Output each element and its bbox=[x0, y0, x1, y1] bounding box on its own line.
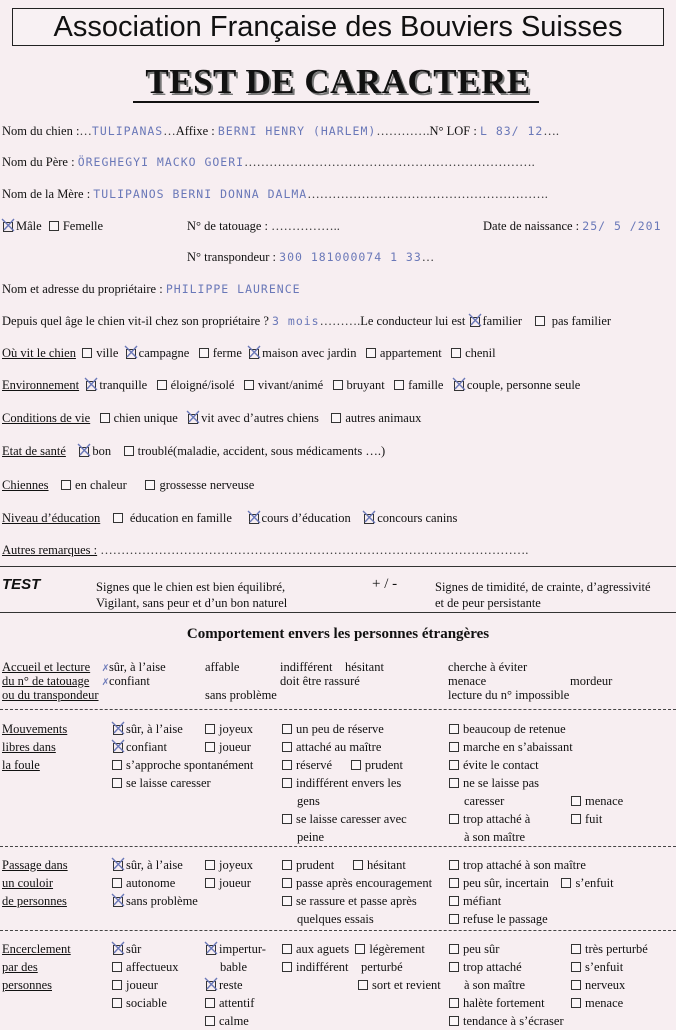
divider-bottom bbox=[0, 612, 676, 613]
pas-mefiant-checkbox[interactable] bbox=[449, 896, 459, 906]
enc-sort-checkbox[interactable] bbox=[358, 980, 368, 990]
mvt-reserve: réservé bbox=[296, 758, 333, 772]
accueil-col3 bbox=[280, 660, 384, 688]
accueil-mark-2[interactable]: ✗ bbox=[102, 674, 109, 688]
pas-sur: sûr, à l’aise bbox=[126, 858, 183, 872]
enc-imperturbable: impertur- bbox=[219, 942, 266, 956]
enc-peu-sur: peu sûr bbox=[463, 942, 500, 956]
male-checkbox-checked[interactable] bbox=[2, 220, 14, 232]
page-title: TEST DE CARACTERE bbox=[145, 62, 531, 101]
maison-label: maison avec jardin bbox=[262, 346, 357, 360]
accueil-hesitant: hésitant bbox=[345, 660, 384, 674]
enc-indifferent: indifférent bbox=[296, 960, 349, 974]
divider-accueil bbox=[0, 709, 676, 710]
mvt-evite: évite le contact bbox=[463, 758, 539, 772]
proprietaire-row bbox=[2, 282, 301, 297]
enc-attentif: attentif bbox=[219, 996, 255, 1010]
chenil-checkbox[interactable] bbox=[451, 348, 461, 358]
remarques-field[interactable]: …………………………………………………………………………………………. bbox=[100, 543, 529, 557]
title-underline bbox=[133, 101, 539, 103]
appartement-checkbox[interactable] bbox=[366, 348, 376, 358]
encerclement-col2 bbox=[205, 940, 266, 1030]
sante-label: Etat de santé bbox=[2, 444, 66, 458]
enc-affectueux: affectueux bbox=[126, 960, 179, 974]
couple-label: couple, personne seule bbox=[466, 378, 581, 392]
pas-prudent-checkbox[interactable] bbox=[282, 860, 292, 870]
mvt-menace-checkbox[interactable] bbox=[571, 796, 581, 806]
enc-trop-attache-2: à son maître bbox=[464, 978, 526, 992]
nom-chien-label: Nom du chien : bbox=[2, 124, 80, 138]
proprietaire-label: Nom et adresse du propriétaire : bbox=[2, 282, 163, 296]
enc-label-2: par des bbox=[2, 960, 38, 974]
mvt-attache-checkbox[interactable] bbox=[282, 742, 292, 752]
naissance-label: Date de naissance : bbox=[483, 219, 580, 233]
maison-checkbox-checked[interactable] bbox=[248, 347, 260, 359]
concours-checkbox-checked[interactable] bbox=[363, 512, 375, 524]
bruyant-checkbox[interactable] bbox=[333, 380, 343, 390]
enc-tres-perturbe: très perturbé bbox=[585, 942, 648, 956]
mvt-sur: sûr, à l’aise bbox=[126, 722, 183, 736]
mvt-abaissant-checkbox[interactable] bbox=[449, 742, 459, 752]
passage-col2 bbox=[205, 856, 253, 892]
sexe-row bbox=[2, 219, 103, 234]
bruyant-label: bruyant bbox=[346, 378, 385, 392]
environnement-row bbox=[2, 378, 580, 393]
passage-col1 bbox=[112, 856, 198, 910]
accueil-eviter: cherche à éviter bbox=[448, 660, 528, 674]
mvt-peine: se laisse caresser avec bbox=[296, 812, 407, 826]
pas-mefiant: méfiant bbox=[463, 894, 502, 908]
pas-joyeux-checkbox[interactable] bbox=[205, 860, 215, 870]
mvt-retenue: beaucoup de retenue bbox=[463, 722, 566, 736]
pas-sans-probleme-checked[interactable] bbox=[112, 895, 124, 907]
mvt-peine-checkbox[interactable] bbox=[282, 814, 292, 824]
mouvements-col4 bbox=[449, 720, 573, 846]
encerclement-col1 bbox=[112, 940, 179, 1012]
mvt-fuit: fuit bbox=[585, 812, 603, 826]
pas-autonome: autonome bbox=[126, 876, 176, 890]
vivant-checkbox[interactable] bbox=[244, 380, 254, 390]
pas-enfuit-checkbox[interactable] bbox=[561, 878, 571, 888]
enc-reste-checked[interactable] bbox=[205, 979, 217, 991]
test-bad-signs bbox=[435, 579, 651, 611]
mouvements-label-1: Mouvements bbox=[2, 722, 68, 736]
enc-sur: sûr bbox=[126, 942, 142, 956]
mvt-menace: menace bbox=[585, 794, 624, 808]
mvt-caresser-checkbox[interactable] bbox=[112, 778, 122, 788]
tranquille-label: tranquille bbox=[99, 378, 148, 392]
enc-nerveux-checkbox[interactable] bbox=[571, 980, 581, 990]
pas-hesitant: hésitant bbox=[366, 858, 406, 872]
trouble-checkbox[interactable] bbox=[124, 446, 134, 456]
accueil-label-1: Accueil et lecture bbox=[2, 660, 91, 674]
proprietaire-value[interactable]: PHILIPPE LAURENCE bbox=[165, 282, 301, 296]
enc-attentif-checkbox[interactable] bbox=[205, 998, 215, 1008]
ville-label: ville bbox=[96, 346, 119, 360]
enc-aguets: aux aguets bbox=[296, 942, 350, 956]
mvt-indifferent-checkbox[interactable] bbox=[282, 778, 292, 788]
mvt-approche-checkbox[interactable] bbox=[112, 760, 122, 770]
mouvements-label bbox=[2, 720, 67, 774]
mvt-indifferent: indifférent envers les bbox=[296, 776, 402, 790]
pas-encouragement: passe après encouragement bbox=[296, 876, 433, 890]
conditions-label: Conditions de vie bbox=[2, 411, 91, 425]
enc-enfuit: s’enfuit bbox=[585, 960, 624, 974]
education-famille-label: éducation en famille bbox=[129, 511, 232, 525]
pas-familier-label: pas familier bbox=[551, 314, 612, 328]
affixe-value[interactable]: BERNI HENRY (HARLEM) bbox=[217, 124, 377, 138]
autres-chiens-checkbox-checked[interactable] bbox=[187, 412, 199, 424]
enc-sociable: sociable bbox=[126, 996, 167, 1010]
pas-trop-attache-checkbox[interactable] bbox=[449, 860, 459, 870]
pere-row: Nom du Père : ÖREGHEGYI MACKO GOERI……………………………………………………………. bbox=[2, 155, 535, 169]
mvt-trop-attache-2: à son maître bbox=[464, 830, 526, 844]
appartement-label: appartement bbox=[379, 346, 442, 360]
test-bad-line2: et de peur persistante bbox=[435, 596, 541, 610]
enc-menace-checkbox[interactable] bbox=[571, 998, 581, 1008]
pas-joueur-checkbox[interactable] bbox=[205, 878, 215, 888]
transpondeur-row: N° transpondeur : 300 181000074 1 33… bbox=[187, 250, 435, 264]
eloigne-label: éloigné/isolé bbox=[170, 378, 235, 392]
nom-chien-value[interactable]: TULIPANAS bbox=[91, 124, 164, 138]
femelle-checkbox[interactable] bbox=[49, 221, 59, 231]
enc-peu-sur-checkbox[interactable] bbox=[449, 944, 459, 954]
divider-top bbox=[0, 566, 676, 567]
mouvements-label-3: la foule bbox=[2, 758, 40, 772]
enc-ecraser-checkbox[interactable] bbox=[449, 1016, 459, 1026]
mvt-pas-caresser-2: caresser bbox=[464, 794, 505, 808]
mvt-joyeux-checkbox[interactable] bbox=[205, 724, 215, 734]
enc-tres-perturbe-checkbox[interactable] bbox=[571, 944, 581, 954]
ou-vit-label: Où vit le chien bbox=[2, 346, 76, 360]
chien-unique-label: chien unique bbox=[113, 411, 178, 425]
accueil-indifferent: indifférent bbox=[280, 660, 333, 674]
test-plusminus: + / - bbox=[372, 576, 398, 592]
accueil-affable: affable bbox=[205, 660, 240, 674]
famille-label: famille bbox=[408, 378, 444, 392]
enc-sur-checked[interactable] bbox=[112, 943, 124, 955]
enc-menace: menace bbox=[585, 996, 624, 1010]
passage-col4 bbox=[449, 856, 614, 928]
chiennes-row bbox=[2, 478, 254, 493]
encerclement-label bbox=[2, 940, 71, 994]
pere-value[interactable]: ÖREGHEGYI MACKO GOERI bbox=[77, 155, 245, 169]
mvt-joueur: joueur bbox=[219, 740, 251, 754]
enc-joueur: joueur bbox=[126, 978, 158, 992]
enc-halete: halète fortement bbox=[463, 996, 545, 1010]
mere-row: Nom de la Mère : TULIPANOS BERNI DONNA DALMA…………………………………………………. bbox=[2, 187, 548, 201]
enc-indifferent-checkbox[interactable] bbox=[282, 962, 292, 972]
mvt-caresser: se laisse caresser bbox=[126, 776, 211, 790]
enc-sort: sort et revient bbox=[372, 978, 441, 992]
chaleur-checkbox[interactable] bbox=[61, 480, 71, 490]
accueil-lecture-impossible: lecture du n° impossible bbox=[448, 688, 570, 702]
remarques-row bbox=[2, 543, 528, 558]
pas-encouragement-checkbox[interactable] bbox=[282, 878, 292, 888]
vivant-label: vivant/animé bbox=[257, 378, 324, 392]
accueil-col4 bbox=[448, 660, 569, 702]
remarques-label: Autres remarques : bbox=[2, 543, 98, 557]
pas-autonome-checkbox[interactable] bbox=[112, 878, 122, 888]
chiennes-label: Chiennes bbox=[2, 478, 49, 492]
concours-label: concours canins bbox=[377, 511, 458, 525]
encerclement-col4 bbox=[449, 940, 564, 1030]
depuis-label: Depuis quel âge le chien vit-il chez son propriétaire ? bbox=[2, 314, 269, 328]
pere-label: Nom du Père : bbox=[2, 155, 75, 169]
transpondeur-value[interactable]: 300 181000074 1 33 bbox=[279, 250, 422, 264]
pas-refuse: refuse le passage bbox=[463, 912, 548, 926]
accueil-label-2: du n° de tatouage bbox=[2, 674, 90, 688]
enc-label-1: Encerclement bbox=[2, 942, 71, 956]
accueil-label bbox=[2, 660, 99, 702]
passage-label-2: un couloir bbox=[2, 876, 54, 890]
campagne-label: campagne bbox=[138, 346, 190, 360]
mvt-reserve-peu-checkbox[interactable] bbox=[282, 724, 292, 734]
mvt-pas-caresser: ne se laisse pas bbox=[463, 776, 540, 790]
naissance-row bbox=[483, 219, 662, 234]
mvt-prudent-checkbox[interactable] bbox=[351, 760, 361, 770]
enc-aguets-checkbox[interactable] bbox=[282, 944, 292, 954]
tatouage-dots[interactable]: …………….. bbox=[271, 219, 340, 233]
conducteur-label: Le conducteur lui est bbox=[360, 314, 466, 328]
autres-chiens-label: vit avec d’autres chiens bbox=[201, 411, 319, 425]
campagne-checkbox-checked[interactable] bbox=[125, 347, 137, 359]
nom-chien-row: Nom du chien :…TULIPANAS…Affixe : BERNI HENRY (HARLEM)………….N° LOF : L 83/ 12…. bbox=[2, 124, 559, 138]
tatouage-row bbox=[187, 219, 340, 234]
accueil-confiant: confiant bbox=[108, 674, 150, 688]
autres-animaux-label: autres animaux bbox=[345, 411, 422, 425]
pas-hesitant-checkbox[interactable] bbox=[353, 860, 363, 870]
enc-affectueux-checkbox[interactable] bbox=[112, 962, 122, 972]
encerclement-col3 bbox=[282, 940, 441, 994]
mvt-confiant-checked[interactable] bbox=[112, 741, 124, 753]
chaleur-label: en chaleur bbox=[75, 478, 127, 492]
ou-vit-row bbox=[2, 346, 496, 361]
accueil-label-3: ou du transpondeur bbox=[2, 688, 99, 702]
enc-label-3: personnes bbox=[2, 978, 52, 992]
lof-value[interactable]: L 83/ 12 bbox=[479, 124, 544, 138]
enc-perturbe: perturbé bbox=[361, 960, 403, 974]
familier-label: familier bbox=[482, 314, 523, 328]
mouvements-col3 bbox=[282, 720, 407, 846]
section-title: Comportement envers les personnes étrangères bbox=[186, 626, 490, 642]
pas-sur-checked[interactable] bbox=[112, 859, 124, 871]
ville-checkbox[interactable] bbox=[82, 348, 92, 358]
accueil-sur: sûr, à l’aise bbox=[108, 660, 166, 674]
mouvements-label-2: libres dans bbox=[2, 740, 56, 754]
ferme-checkbox[interactable] bbox=[199, 348, 209, 358]
mvt-abaissant: marche en s’abaissant bbox=[463, 740, 573, 754]
accueil-mordeur: mordeur bbox=[570, 674, 613, 688]
mvt-joueur-checkbox[interactable] bbox=[205, 742, 215, 752]
tatouage-label: N° de tatouage : bbox=[187, 219, 269, 233]
mvt-fuit-checkbox[interactable] bbox=[571, 814, 581, 824]
accueil-col2 bbox=[205, 660, 277, 702]
grossesse-label: grossesse nerveuse bbox=[159, 478, 255, 492]
test-bad-line1: Signes de timidité, de crainte, d’agressivité bbox=[435, 580, 651, 594]
ferme-label: ferme bbox=[212, 346, 242, 360]
mvt-reserve-checkbox[interactable] bbox=[282, 760, 292, 770]
mvt-approche: s’approche spontanément bbox=[126, 758, 254, 772]
pas-rassure: se rassure et passe après bbox=[296, 894, 417, 908]
enc-trop-attache: trop attaché bbox=[463, 960, 522, 974]
enc-calme-checkbox[interactable] bbox=[205, 1016, 215, 1026]
mvt-confiant: confiant bbox=[126, 740, 167, 754]
pas-incertain-checkbox[interactable] bbox=[449, 878, 459, 888]
cours-education-label: cours d’éducation bbox=[261, 511, 351, 525]
pas-trop-attache: trop attaché à son maître bbox=[463, 858, 586, 872]
conditions-row bbox=[2, 411, 421, 426]
male-label: Mâle bbox=[16, 219, 42, 233]
mvt-peine-2: peine bbox=[297, 830, 325, 844]
enc-reste: reste bbox=[219, 978, 243, 992]
passage-col3 bbox=[282, 856, 432, 928]
trouble-label: troublé(maladie, accident, sous médicaments ….) bbox=[137, 444, 386, 458]
test-good-line1: Signes que le chien est bien équilibré, bbox=[96, 580, 286, 594]
mvt-attache: attaché au maître bbox=[296, 740, 382, 754]
enc-ecraser: tendance à s’écraser bbox=[463, 1014, 564, 1028]
mere-label: Nom de la Mère : bbox=[2, 187, 91, 201]
test-good-signs bbox=[96, 579, 287, 611]
environnement-label: Environnement bbox=[2, 378, 80, 392]
naissance-value[interactable]: 25/ 5 /201 bbox=[582, 219, 662, 233]
pas-prudent: prudent bbox=[296, 858, 335, 872]
enc-enfuit-checkbox[interactable] bbox=[571, 962, 581, 972]
femelle-label: Femelle bbox=[62, 219, 104, 233]
mvt-retenue-checkbox[interactable] bbox=[449, 724, 459, 734]
pas-familier-checkbox[interactable] bbox=[535, 316, 545, 326]
enc-sociable-checkbox[interactable] bbox=[112, 998, 122, 1008]
mvt-joyeux: joyeux bbox=[219, 722, 254, 736]
chenil-label: chenil bbox=[465, 346, 496, 360]
pas-sans-probleme: sans problème bbox=[126, 894, 198, 908]
pas-rassure-2: quelques essais bbox=[297, 912, 374, 926]
pas-joyeux: joyeux bbox=[219, 858, 254, 872]
couple-checkbox-checked[interactable] bbox=[453, 379, 465, 391]
enc-joueur-checkbox[interactable] bbox=[112, 980, 122, 990]
enc-legerement: légèrement bbox=[369, 942, 425, 956]
tranquille-checkbox-checked[interactable] bbox=[85, 379, 97, 391]
accueil-mark-1[interactable]: ✗ bbox=[102, 660, 109, 674]
famille-checkbox[interactable] bbox=[394, 380, 404, 390]
pas-refuse-checkbox[interactable] bbox=[449, 914, 459, 924]
mouvements-col2 bbox=[205, 720, 253, 756]
grossesse-checkbox[interactable] bbox=[145, 480, 155, 490]
association-header: Association Française des Bouviers Suisses bbox=[12, 8, 664, 46]
mvt-evite-checkbox[interactable] bbox=[449, 760, 459, 770]
accueil-col1 bbox=[102, 660, 166, 688]
mvt-sur-checked[interactable] bbox=[112, 723, 124, 735]
mere-value[interactable]: TULIPANOS BERNI DONNA DALMA bbox=[93, 187, 308, 201]
test-heading: TEST bbox=[2, 576, 41, 593]
passage-label-3: de personnes bbox=[2, 894, 67, 908]
education-label: Niveau d’éducation bbox=[2, 511, 101, 525]
affixe-label: Affixe : bbox=[175, 124, 215, 138]
mvt-reserve-peu: un peu de réserve bbox=[296, 722, 384, 736]
mvt-prudent: prudent bbox=[364, 758, 404, 772]
bon-checkbox-checked[interactable] bbox=[78, 445, 90, 457]
divider-mouvements bbox=[0, 846, 676, 847]
pas-enfuit: s’enfuit bbox=[575, 876, 614, 890]
sante-row bbox=[2, 444, 385, 459]
accueil-sans-probleme: sans problème bbox=[205, 688, 277, 702]
pas-joueur: joueur bbox=[219, 876, 251, 890]
mvt-trop-attache: trop attaché à bbox=[463, 812, 531, 826]
enc-legerement-checkbox[interactable] bbox=[355, 944, 365, 954]
mvt-pas-caresser-checkbox[interactable] bbox=[449, 778, 459, 788]
depuis-value[interactable]: 3 mois bbox=[272, 314, 320, 328]
depuis-row: Depuis quel âge le chien vit-il chez son propriétaire ? 3 mois……….Le conducteur lui est familier pas familier bbox=[2, 314, 612, 328]
pas-incertain: peu sûr, incertain bbox=[463, 876, 549, 890]
divider-passage bbox=[0, 930, 676, 931]
familier-checkbox-checked[interactable] bbox=[469, 315, 481, 327]
eloigne-checkbox[interactable] bbox=[157, 380, 167, 390]
accueil-rassure: doit être rassuré bbox=[280, 674, 360, 688]
enc-halete-checkbox[interactable] bbox=[449, 998, 459, 1008]
pas-rassure-checkbox[interactable] bbox=[282, 896, 292, 906]
lof-label: N° LOF : bbox=[429, 124, 477, 138]
education-row bbox=[2, 511, 457, 526]
passage-label bbox=[2, 856, 68, 910]
autres-animaux-checkbox[interactable] bbox=[331, 413, 341, 423]
mvt-trop-attache-checkbox[interactable] bbox=[449, 814, 459, 824]
cours-education-checkbox-checked[interactable] bbox=[248, 512, 260, 524]
passage-label-1: Passage dans bbox=[2, 858, 68, 872]
education-famille-checkbox[interactable] bbox=[113, 513, 123, 523]
enc-nerveux: nerveux bbox=[585, 978, 626, 992]
encerclement-col5 bbox=[571, 940, 648, 1012]
mouvements-col5 bbox=[571, 792, 623, 828]
mvt-indifferent-2: gens bbox=[297, 794, 320, 808]
enc-calme: calme bbox=[219, 1014, 249, 1028]
test-good-line2: Vigilant, sans peur et d’un bon naturel bbox=[96, 596, 288, 610]
enc-trop-attache-checkbox[interactable] bbox=[449, 962, 459, 972]
enc-imperturbable-checked[interactable] bbox=[205, 943, 217, 955]
accueil-menace: menace bbox=[448, 674, 487, 688]
enc-imperturbable-2: bable bbox=[220, 960, 248, 974]
chien-unique-checkbox[interactable] bbox=[100, 413, 110, 423]
bon-label: bon bbox=[92, 444, 112, 458]
transpondeur-label: N° transpondeur : bbox=[187, 250, 277, 264]
